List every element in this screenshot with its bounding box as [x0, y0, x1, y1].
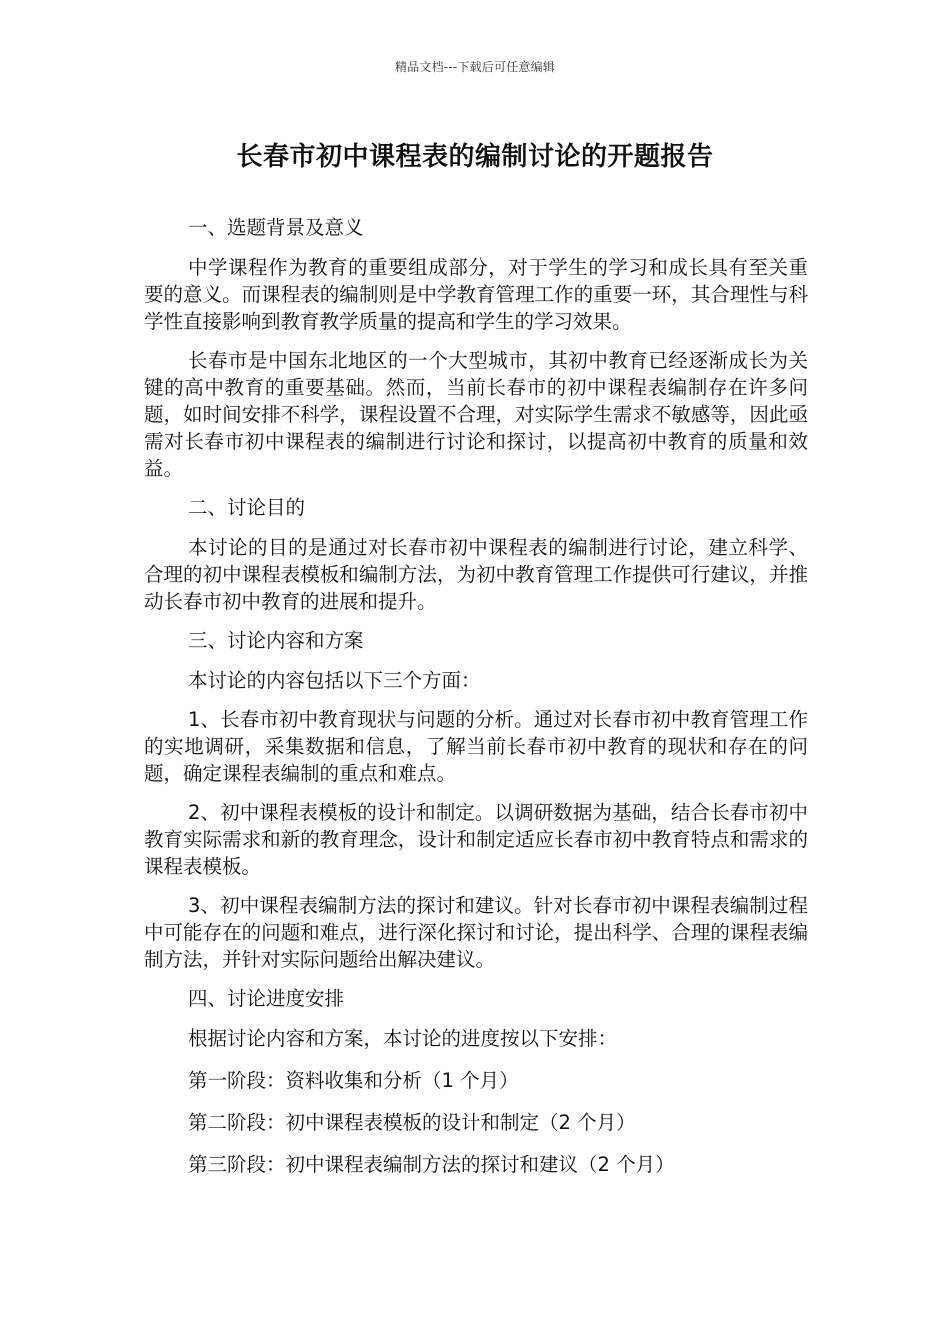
section-3-item-2: 2、初中课程表模板的设计和制定。以调研数据为基础，结合长春市初中教育实际需求和新的教育理念，设计和制定适应长春市初中教育特点和需求的课程表模板。	[144, 801, 808, 878]
section-2-heading: 二、讨论目的	[188, 496, 306, 519]
section-4-stage-2: 第二阶段：初中课程表模板的设计和制定（2 个月）	[188, 1111, 636, 1134]
section-1-paragraph-2: 长春市是中国东北地区的一个大型城市，其初中教育已经逐渐成长为关键的高中教育的重要基础。然而，当前长春市的初中课程表编制存在许多问题，如时间安排不科学，课程设置不合理，对实际学生需求不敏感等，因此亟需对长春市初中课程表的编制进行讨论和探讨，以提高初中教育的质量和效益。	[144, 349, 808, 480]
section-1-paragraph-1: 中学课程作为教育的重要组成部分，对于学生的学习和成长具有至关重要的意义。而课程表的编制则是中学教育管理工作的重要一环，其合理性与科学性直接影响到教育教学质量的提高和学生的学习效果。	[144, 256, 808, 333]
section-3-item-3: 3、初中课程表编制方法的探讨和建议。针对长春市初中课程表编制过程中可能存在的问题和难点，进行深化探讨和讨论，提出科学、合理的课程表编制方法，并针对实际问题给出解决建议。	[144, 894, 808, 971]
section-4-heading: 四、讨论进度安排	[188, 987, 345, 1010]
section-4-intro: 根据讨论内容和方案，本讨论的进度按以下安排：	[188, 1027, 618, 1050]
section-3-item-1: 1、长春市初中教育现状与问题的分析。通过对长春市初中教育管理工作的实地调研，采集数据和信息，了解当前长春市初中教育的现状和存在的问题，确定课程表编制的重点和难点。	[144, 708, 808, 785]
section-1-heading: 一、选题背景及意义	[188, 216, 364, 239]
section-4-stage-1: 第一阶段：资料收集和分析（1 个月）	[188, 1069, 519, 1092]
document-body	[144, 214, 808, 1193]
page-header-watermark: 精品文档---下载后可任意编辑	[395, 60, 555, 74]
section-2-paragraph-1: 本讨论的目的是通过对长春市初中课程表的编制进行讨论，建立科学、合理的初中课程表模板和编制方法，为初中教育管理工作提供可行建议，并推动长春市初中教育的进展和提升。	[144, 536, 808, 613]
section-3-intro: 本讨论的内容包括以下三个方面：	[188, 669, 481, 692]
section-4-stage-3: 第三阶段：初中课程表编制方法的探讨和建议（2 个月）	[188, 1153, 675, 1176]
document-title: 长春市初中课程表的编制讨论的开题报告	[236, 142, 714, 172]
section-3-heading: 三、讨论内容和方案	[188, 629, 364, 652]
